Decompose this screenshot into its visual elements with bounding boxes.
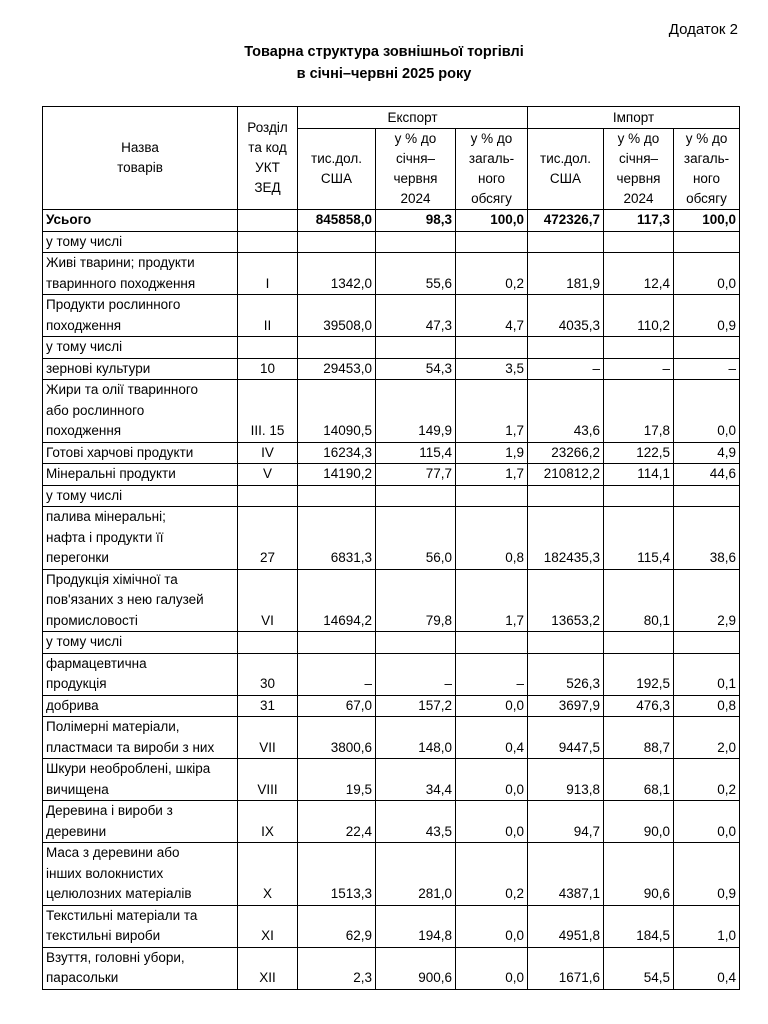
- cell-export-pct-prev: 34,4: [376, 759, 456, 801]
- cell-export-usd: –: [298, 653, 376, 695]
- cell-export-pct-total: 0,0: [456, 695, 528, 717]
- cell-export-pct-total: 1,7: [456, 569, 528, 632]
- cell-import-pct-total: 0,9: [674, 295, 740, 337]
- cell-import-pct-prev: 115,4: [604, 507, 674, 570]
- table-row: [43, 507, 740, 570]
- cell-import-usd: 472326,7: [528, 210, 604, 232]
- cell-import-usd: 4951,8: [528, 905, 604, 947]
- trade-structure-table: [42, 106, 740, 990]
- header-import-usd: тис.дол. США: [528, 129, 604, 210]
- cell-import-pct-prev: 17,8: [604, 380, 674, 443]
- cell-export-pct-prev: [376, 632, 456, 654]
- cell-import-pct-prev: 122,5: [604, 442, 674, 464]
- cell-export-pct-total: 1,9: [456, 442, 528, 464]
- cell-import-pct-total: 2,0: [674, 717, 740, 759]
- cell-export-pct-prev: [376, 337, 456, 359]
- cell-import-usd: 1671,6: [528, 947, 604, 989]
- header-import-pct-prev: у % до січня– червня 2024: [604, 129, 674, 210]
- cell-import-usd: 43,6: [528, 380, 604, 443]
- cell-import-pct-prev: [604, 337, 674, 359]
- cell-export-usd: 14190,2: [298, 464, 376, 486]
- cell-export-pct-prev: 77,7: [376, 464, 456, 486]
- cell-import-pct-total: 0,2: [674, 759, 740, 801]
- cell-section-code: IX: [238, 801, 298, 843]
- cell-export-usd: 39508,0: [298, 295, 376, 337]
- cell-export-pct-prev: 149,9: [376, 380, 456, 443]
- cell-product-name: у тому числі: [43, 485, 238, 507]
- document-title: Товарна структура зовнішньої торгівлі: [244, 44, 524, 60]
- header-export-pct-total: у % до загаль- ного обсягу: [456, 129, 528, 210]
- cell-export-usd: 14090,5: [298, 380, 376, 443]
- cell-import-pct-prev: 184,5: [604, 905, 674, 947]
- cell-product-name: Взуття, головні убори, парасольки: [43, 947, 238, 989]
- cell-product-name: у тому числі: [43, 632, 238, 654]
- cell-export-pct-total: 0,2: [456, 253, 528, 295]
- cell-export-usd: [298, 337, 376, 359]
- cell-export-usd: 16234,3: [298, 442, 376, 464]
- cell-export-pct-total: 0,8: [456, 507, 528, 570]
- cell-export-usd: 29453,0: [298, 358, 376, 380]
- cell-import-usd: 3697,9: [528, 695, 604, 717]
- cell-import-usd: 4035,3: [528, 295, 604, 337]
- cell-export-usd: 2,3: [298, 947, 376, 989]
- cell-product-name: Жири та олії тваринного або рослинного походження: [43, 380, 238, 443]
- cell-import-pct-total: 44,6: [674, 464, 740, 486]
- header-export: Експорт: [298, 107, 528, 129]
- cell-import-usd: 23266,2: [528, 442, 604, 464]
- cell-export-pct-total: [456, 485, 528, 507]
- cell-section-code: [238, 337, 298, 359]
- table-row: [43, 632, 740, 654]
- cell-export-usd: 6831,3: [298, 507, 376, 570]
- cell-import-usd: [528, 632, 604, 654]
- cell-export-pct-total: 0,0: [456, 905, 528, 947]
- cell-section-code: VII: [238, 717, 298, 759]
- cell-import-pct-total: 0,0: [674, 801, 740, 843]
- cell-product-name: фармацевтична продукція: [43, 653, 238, 695]
- cell-product-name: Продукти рослинного походження: [43, 295, 238, 337]
- cell-import-pct-total: 0,9: [674, 843, 740, 906]
- cell-product-name: Усього: [43, 210, 238, 232]
- cell-import-usd: 13653,2: [528, 569, 604, 632]
- cell-import-pct-prev: 80,1: [604, 569, 674, 632]
- table-row: [43, 717, 740, 759]
- table-row: [43, 947, 740, 989]
- cell-import-pct-total: [674, 632, 740, 654]
- table-row: [43, 295, 740, 337]
- cell-product-name: у тому числі: [43, 231, 238, 253]
- cell-product-name: Продукція хімічної та пов'язаних з нею галузей промисловості: [43, 569, 238, 632]
- cell-export-pct-total: 100,0: [456, 210, 528, 232]
- table-row: [43, 905, 740, 947]
- cell-export-pct-prev: 900,6: [376, 947, 456, 989]
- cell-export-usd: [298, 632, 376, 654]
- cell-export-usd: 22,4: [298, 801, 376, 843]
- cell-section-code: XI: [238, 905, 298, 947]
- cell-export-usd: 67,0: [298, 695, 376, 717]
- table-row: [43, 759, 740, 801]
- cell-export-usd: 3800,6: [298, 717, 376, 759]
- cell-section-code: 27: [238, 507, 298, 570]
- cell-product-name: палива мінеральні; нафта і продукти її перегонки: [43, 507, 238, 570]
- appendix-label: Додаток 2: [668, 21, 738, 38]
- cell-export-usd: 845858,0: [298, 210, 376, 232]
- cell-export-pct-prev: 281,0: [376, 843, 456, 906]
- cell-import-pct-prev: –: [604, 358, 674, 380]
- table-row: [43, 442, 740, 464]
- cell-export-pct-total: –: [456, 653, 528, 695]
- cell-import-usd: 526,3: [528, 653, 604, 695]
- cell-export-usd: 62,9: [298, 905, 376, 947]
- cell-product-name: Готові харчові продукти: [43, 442, 238, 464]
- cell-import-pct-total: 0,4: [674, 947, 740, 989]
- cell-import-pct-prev: 90,0: [604, 801, 674, 843]
- table-row: [43, 337, 740, 359]
- cell-export-pct-prev: [376, 231, 456, 253]
- header-section-code: Розділ та код УКТ ЗЕД: [238, 107, 298, 210]
- cell-product-name: Маса з деревини або інших волокнистих целюлозних матеріалів: [43, 843, 238, 906]
- table-row: [43, 801, 740, 843]
- header-import: Імпорт: [528, 107, 740, 129]
- table-row: [43, 569, 740, 632]
- table-row: [43, 485, 740, 507]
- cell-import-pct-prev: 54,5: [604, 947, 674, 989]
- header-name: Назва товарів: [43, 107, 238, 210]
- cell-export-usd: 1342,0: [298, 253, 376, 295]
- cell-import-pct-prev: 110,2: [604, 295, 674, 337]
- cell-section-code: II: [238, 295, 298, 337]
- cell-export-usd: 1513,3: [298, 843, 376, 906]
- cell-product-name: Живі тварини; продукти тваринного походження: [43, 253, 238, 295]
- cell-export-pct-prev: 98,3: [376, 210, 456, 232]
- cell-import-pct-prev: 68,1: [604, 759, 674, 801]
- cell-section-code: [238, 485, 298, 507]
- cell-import-usd: –: [528, 358, 604, 380]
- cell-export-pct-total: 3,5: [456, 358, 528, 380]
- document-subtitle: в січні–червні 2025 року: [296, 66, 472, 82]
- cell-export-pct-total: 0,2: [456, 843, 528, 906]
- cell-import-pct-total: 1,0: [674, 905, 740, 947]
- cell-import-usd: 4387,1: [528, 843, 604, 906]
- cell-import-pct-prev: 90,6: [604, 843, 674, 906]
- cell-export-pct-prev: 43,5: [376, 801, 456, 843]
- cell-export-pct-prev: 47,3: [376, 295, 456, 337]
- cell-import-pct-prev: [604, 632, 674, 654]
- cell-import-pct-prev: 117,3: [604, 210, 674, 232]
- table-row: [43, 253, 740, 295]
- cell-export-pct-total: [456, 231, 528, 253]
- cell-section-code: IV: [238, 442, 298, 464]
- cell-import-pct-total: 0,1: [674, 653, 740, 695]
- cell-section-code: VIII: [238, 759, 298, 801]
- cell-product-name: Текстильні матеріали та текстильні вироби: [43, 905, 238, 947]
- cell-import-usd: [528, 231, 604, 253]
- cell-import-pct-prev: 476,3: [604, 695, 674, 717]
- cell-import-pct-total: –: [674, 358, 740, 380]
- cell-section-code: [238, 632, 298, 654]
- table-row: [43, 843, 740, 906]
- cell-export-pct-prev: 79,8: [376, 569, 456, 632]
- cell-product-name: зернові культури: [43, 358, 238, 380]
- cell-section-code: [238, 231, 298, 253]
- cell-import-usd: [528, 485, 604, 507]
- cell-import-usd: 913,8: [528, 759, 604, 801]
- cell-export-pct-prev: 194,8: [376, 905, 456, 947]
- cell-export-pct-prev: 148,0: [376, 717, 456, 759]
- cell-import-pct-total: 2,9: [674, 569, 740, 632]
- cell-export-pct-total: 0,4: [456, 717, 528, 759]
- cell-section-code: I: [238, 253, 298, 295]
- cell-import-pct-prev: [604, 231, 674, 253]
- cell-export-pct-total: [456, 632, 528, 654]
- table-row: [43, 210, 740, 232]
- cell-product-name: Полімерні матеріали, пластмаси та вироби з них: [43, 717, 238, 759]
- cell-product-name: у тому числі: [43, 337, 238, 359]
- table-row: [43, 653, 740, 695]
- cell-section-code: 30: [238, 653, 298, 695]
- table-row: [43, 358, 740, 380]
- cell-section-code: VI: [238, 569, 298, 632]
- cell-import-usd: 210812,2: [528, 464, 604, 486]
- table-row: [43, 231, 740, 253]
- cell-import-pct-total: 0,0: [674, 380, 740, 443]
- cell-import-pct-prev: [604, 485, 674, 507]
- cell-import-pct-total: 0,8: [674, 695, 740, 717]
- cell-import-usd: [528, 337, 604, 359]
- cell-export-usd: 14694,2: [298, 569, 376, 632]
- cell-export-pct-prev: 55,6: [376, 253, 456, 295]
- cell-export-usd: [298, 485, 376, 507]
- cell-export-pct-total: 0,0: [456, 801, 528, 843]
- cell-import-pct-total: 4,9: [674, 442, 740, 464]
- cell-import-usd: 94,7: [528, 801, 604, 843]
- cell-section-code: X: [238, 843, 298, 906]
- cell-import-usd: 182435,3: [528, 507, 604, 570]
- cell-import-pct-prev: 192,5: [604, 653, 674, 695]
- cell-export-pct-prev: 56,0: [376, 507, 456, 570]
- cell-product-name: Мінеральні продукти: [43, 464, 238, 486]
- table-row: [43, 380, 740, 443]
- cell-export-pct-total: [456, 337, 528, 359]
- cell-import-pct-prev: 88,7: [604, 717, 674, 759]
- cell-import-usd: 9447,5: [528, 717, 604, 759]
- table-row: [43, 464, 740, 486]
- cell-export-pct-prev: 54,3: [376, 358, 456, 380]
- cell-import-pct-prev: 114,1: [604, 464, 674, 486]
- cell-export-pct-prev: 115,4: [376, 442, 456, 464]
- cell-export-pct-total: 0,0: [456, 759, 528, 801]
- header-export-pct-prev: у % до січня– червня 2024: [376, 129, 456, 210]
- cell-product-name: Шкури необроблені, шкіра вичищена: [43, 759, 238, 801]
- cell-section-code: 31: [238, 695, 298, 717]
- cell-export-usd: [298, 231, 376, 253]
- table-row: [43, 695, 740, 717]
- cell-section-code: [238, 210, 298, 232]
- cell-import-pct-total: 100,0: [674, 210, 740, 232]
- cell-export-usd: 19,5: [298, 759, 376, 801]
- cell-import-pct-total: [674, 337, 740, 359]
- cell-import-pct-total: 0,0: [674, 253, 740, 295]
- cell-import-usd: 181,9: [528, 253, 604, 295]
- cell-section-code: V: [238, 464, 298, 486]
- cell-export-pct-prev: 157,2: [376, 695, 456, 717]
- cell-section-code: III. 15: [238, 380, 298, 443]
- cell-export-pct-total: 4,7: [456, 295, 528, 337]
- cell-product-name: Деревина і вироби з деревини: [43, 801, 238, 843]
- cell-export-pct-total: 0,0: [456, 947, 528, 989]
- cell-export-pct-total: 1,7: [456, 380, 528, 443]
- cell-section-code: 10: [238, 358, 298, 380]
- cell-product-name: добрива: [43, 695, 238, 717]
- cell-export-pct-total: 1,7: [456, 464, 528, 486]
- cell-export-pct-prev: [376, 485, 456, 507]
- header-export-usd: тис.дол. США: [298, 129, 376, 210]
- cell-import-pct-prev: 12,4: [604, 253, 674, 295]
- cell-import-pct-total: [674, 485, 740, 507]
- cell-import-pct-total: [674, 231, 740, 253]
- cell-import-pct-total: 38,6: [674, 507, 740, 570]
- cell-export-pct-prev: –: [376, 653, 456, 695]
- cell-section-code: XII: [238, 947, 298, 989]
- header-import-pct-total: у % до загаль- ного обсягу: [674, 129, 740, 210]
- table-body: [43, 210, 740, 990]
